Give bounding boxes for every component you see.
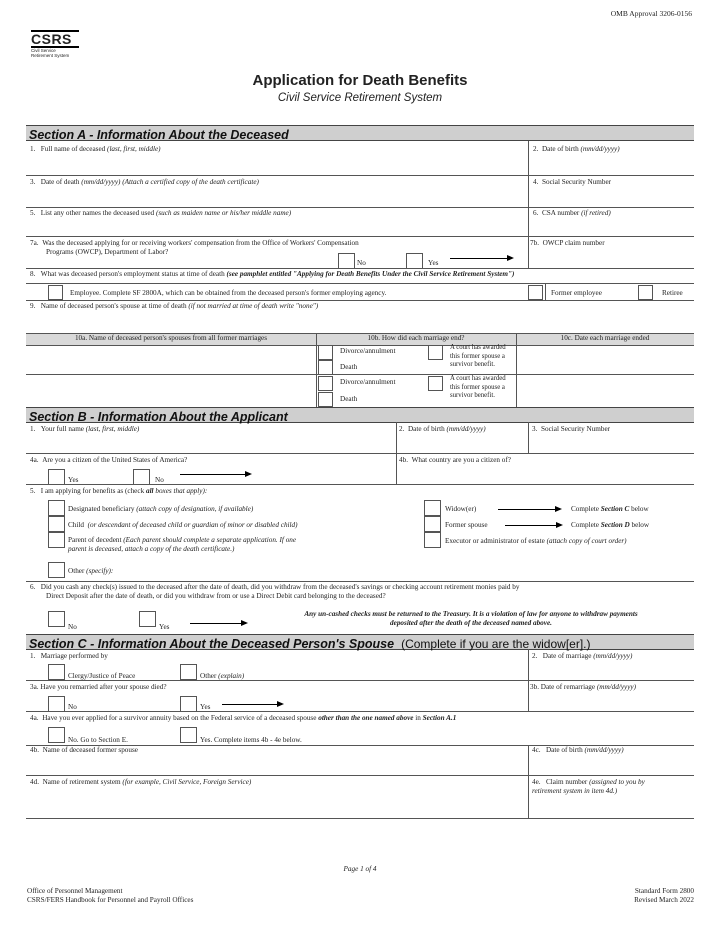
section-c-title: Section C - Information About the Deceased Person's Spouse xyxy=(29,637,395,651)
parent-label xyxy=(68,536,388,554)
a8-retiree-checkbox[interactable] xyxy=(638,285,653,300)
widow-action xyxy=(571,505,649,514)
b6-warning2: deposited after the death of the deceased named above. xyxy=(390,619,552,627)
m2-death-label: Death xyxy=(340,395,358,403)
court-line1: A court has awarded xyxy=(450,344,506,351)
b6-yes-label: Yes xyxy=(159,623,170,631)
c2-hint: (mm/dd/yyyy) xyxy=(593,652,633,660)
a8-retiree-label: Retiree xyxy=(662,289,683,297)
c3a-no-checkbox[interactable] xyxy=(48,696,65,712)
c2-label: Date of marriage xyxy=(542,652,592,660)
col-10b-header: 10b. How did each marriage end? xyxy=(367,334,465,342)
c4a-num: 4a. xyxy=(30,714,39,722)
c4b-label: Name of deceased former spouse xyxy=(42,746,138,754)
b1-num: 1. xyxy=(30,425,36,433)
a2-field[interactable] xyxy=(533,145,620,154)
b5-num: 5. xyxy=(30,487,36,495)
b4a-yes-checkbox[interactable] xyxy=(48,469,65,485)
section-b-title: Section B - Information About the Applicant xyxy=(29,410,288,424)
form-title: Application for Death Benefits xyxy=(252,72,468,89)
b6-yes-checkbox[interactable] xyxy=(139,611,156,627)
m1-court-label xyxy=(450,344,506,370)
a4-field[interactable] xyxy=(533,178,611,187)
other-marriage-hint: (explain) xyxy=(218,672,245,680)
footer-org1: Office of Personnel Management xyxy=(27,887,123,895)
b4b-field[interactable] xyxy=(399,456,511,465)
b4a-label: Are you a citizen of the United States of America? xyxy=(42,456,188,464)
c3a-field xyxy=(30,683,167,692)
a6-label: CSA number xyxy=(541,209,580,217)
parent-hint2: parent is deceased, attach a copy of the death certificate.) xyxy=(68,545,235,553)
page-number: Page 1 of 4 xyxy=(343,865,377,873)
c4d-num: 4d. xyxy=(30,778,39,786)
a7b-num: 7b. xyxy=(530,239,539,247)
a8-field xyxy=(30,270,694,279)
omb-approval: OMB Approval 3206-0156 xyxy=(610,9,692,18)
arrow-icon xyxy=(450,258,512,259)
executor-hint: (attach copy of court order) xyxy=(546,537,627,545)
a7b-label: OWCP claim number xyxy=(542,239,605,247)
footer-form2: Revised March 2022 xyxy=(634,896,694,904)
clergy-checkbox[interactable] xyxy=(48,664,65,680)
c4e-hint2: retirement system in item 4d.) xyxy=(532,787,618,795)
c4e-field[interactable] xyxy=(532,778,692,796)
other-checkbox[interactable] xyxy=(48,562,65,578)
c3b-hint: (mm/dd/yyyy) xyxy=(596,683,636,691)
child-text: Child xyxy=(68,521,84,529)
m2-court-checkbox[interactable] xyxy=(428,376,443,391)
c4c-hint: (mm/dd/yyyy) xyxy=(584,746,624,754)
b2-field[interactable] xyxy=(399,425,486,434)
c4d-field[interactable] xyxy=(30,778,251,787)
b6-warning xyxy=(250,610,692,628)
a5-hint: (such as maiden name or his/her middle name) xyxy=(155,209,292,217)
c4b-field[interactable] xyxy=(30,746,138,755)
a6-field[interactable] xyxy=(533,209,611,218)
a7a-no-checkbox[interactable] xyxy=(338,253,355,269)
a2-hint: (mm/dd/yyyy) xyxy=(580,145,620,153)
c3b-num: 3b. xyxy=(530,683,539,691)
other-marriage-checkbox[interactable] xyxy=(180,664,197,680)
b5-label2: boxes that apply): xyxy=(153,487,208,495)
designated-checkbox[interactable] xyxy=(48,500,65,516)
b2-num: 2. xyxy=(399,425,405,433)
a8-label: What was deceased person's employment status at time of death xyxy=(40,270,225,278)
a9-label: Name of deceased person's spouse at time of death xyxy=(40,302,187,310)
child-hint: (or descendant of deceased child or guardian of minor or disabled child) xyxy=(87,521,298,529)
m1-divorce-label: Divorce/annulment xyxy=(340,347,396,355)
b1-label: Your full name xyxy=(40,425,84,433)
a1-hint: (last, first, middle) xyxy=(107,145,161,153)
court-line3: survivor benefit. xyxy=(450,361,495,368)
c3b-label: Date of remarriage xyxy=(540,683,596,691)
b2-hint: (mm/dd/yyyy) xyxy=(446,425,486,433)
b5-all: all xyxy=(145,487,154,495)
a2-num: 2. xyxy=(533,145,539,153)
col-10c-header: 10c. Date each marriage ended xyxy=(560,334,650,342)
arrow-icon xyxy=(222,704,282,705)
c3a-yes-label: Yes xyxy=(200,703,211,711)
parent-checkbox[interactable] xyxy=(48,532,65,548)
logo-sub1: Civil Service xyxy=(31,48,56,53)
parent-hint1: (Each parent should complete a separate application. If one xyxy=(123,536,297,544)
c4a-yes-label: Yes. Complete items 4b - 4e below. xyxy=(200,736,302,744)
c4a-section: Section A.1 xyxy=(422,714,457,722)
c3a-yes-checkbox[interactable] xyxy=(180,696,197,712)
a7a-no-label: No xyxy=(357,259,366,267)
other-hint: (specify): xyxy=(86,567,114,575)
a5-label: List any other names the deceased used xyxy=(40,209,155,217)
a7a-num: 7a. xyxy=(30,239,39,247)
arrow-icon xyxy=(190,623,246,624)
a8-num: 8. xyxy=(30,270,36,278)
a8-former-checkbox[interactable] xyxy=(528,285,543,300)
b4b-num: 4b. xyxy=(399,456,408,464)
other-text: Other xyxy=(68,567,85,575)
other-marriage-text: Other xyxy=(200,672,217,680)
b2-label: Date of birth xyxy=(407,425,445,433)
clergy-label: Clergy/Justice of Peace xyxy=(68,672,136,680)
a6-hint: (if retired) xyxy=(581,209,611,217)
widow-below: below xyxy=(629,505,649,513)
child-checkbox[interactable] xyxy=(48,516,65,532)
widow-label: Widow(er) xyxy=(445,505,477,513)
executor-text: Executor or administrator of estate xyxy=(445,537,545,545)
b6-warning1: Any un-cashed checks must be returned to the Treasury. It is a violation of law for anyone to withdraw payments xyxy=(304,610,638,618)
widow-action-text: Complete xyxy=(571,505,601,513)
a6-num: 6. xyxy=(533,209,539,217)
former-spouse-checkbox[interactable] xyxy=(424,516,441,532)
former-below: below xyxy=(629,521,650,529)
a1-field[interactable] xyxy=(30,145,161,154)
m2-court-label xyxy=(450,375,506,401)
a7a-label1: Was the deceased applying for or receiving workers' compensation from the Office of Workers' Compensation xyxy=(42,239,359,247)
child-label xyxy=(68,521,298,530)
a3-field[interactable] xyxy=(30,178,259,187)
b4a-no-checkbox[interactable] xyxy=(133,469,150,485)
c4c-label: Date of birth xyxy=(545,746,583,754)
b3-num: 3. xyxy=(532,425,538,433)
a8-hint: (see pamphlet entitled "Applying for Death Benefits Under the Civil Service Retirement System") xyxy=(226,270,515,278)
c3b-field[interactable] xyxy=(530,683,636,692)
csrs-logo xyxy=(31,30,79,60)
c2-num: 2. xyxy=(532,652,538,660)
c4a-no-checkbox[interactable] xyxy=(48,727,65,743)
court-line2: this former spouse a xyxy=(450,383,505,391)
a8-employee-label: Employee. Complete SF 2800A, which can be obtained from the deceased person's former employing agency. xyxy=(70,289,387,297)
b4b-label: What country are you a citizen of? xyxy=(411,456,511,464)
c1-field xyxy=(30,652,108,661)
m2-divorce-checkbox[interactable] xyxy=(318,376,333,391)
a8-employee-checkbox[interactable] xyxy=(48,285,63,300)
b6-no-checkbox[interactable] xyxy=(48,611,65,627)
c4a-bold: other than the one named above xyxy=(318,714,414,722)
section-c-header xyxy=(26,634,694,650)
c4c-field[interactable] xyxy=(532,746,624,755)
arrow-icon xyxy=(498,509,560,510)
c4a-yes-checkbox[interactable] xyxy=(180,727,197,743)
b4a-field xyxy=(30,456,187,465)
designated-text: Designated beneficiary xyxy=(68,505,135,513)
a7a-field xyxy=(30,239,520,257)
c4d-label: Name of retirement system xyxy=(42,778,121,786)
a9-hint: (if not married at time of death write "none") xyxy=(188,302,319,310)
b3-label: Social Security Number xyxy=(540,425,611,433)
section-c-note: (Complete if you are the widow[er].) xyxy=(401,637,591,651)
section-a-header xyxy=(26,125,694,141)
section-a-title: Section A - Information About the Deceased xyxy=(29,128,289,142)
b6-field xyxy=(30,583,694,601)
b4a-num: 4a. xyxy=(30,456,39,464)
footer-form xyxy=(634,887,694,905)
section-b-header xyxy=(26,407,694,423)
a5-num: 5. xyxy=(30,209,36,217)
a3-label: Date of death xyxy=(40,178,80,186)
a1-label: Full name of deceased xyxy=(40,145,106,153)
executor-label xyxy=(445,537,627,546)
c3a-no-label: No xyxy=(68,703,77,711)
m2-divorce-label: Divorce/annulment xyxy=(340,378,396,386)
a8-former-label: Former employee xyxy=(551,289,602,297)
a2-label: Date of birth xyxy=(541,145,579,153)
c4d-hint: (for example, Civil Service, Foreign Service) xyxy=(122,778,252,786)
other-label xyxy=(68,567,113,576)
c4a-label: Have you ever applied for a survivor annuity based on the Federal service of a deceased spouse xyxy=(42,714,319,722)
former-action-text: Complete xyxy=(571,521,601,529)
former-section: Section D xyxy=(600,521,630,529)
m1-court-checkbox[interactable] xyxy=(428,345,443,360)
b5-field xyxy=(30,487,207,496)
a3-num: 3. xyxy=(30,178,36,186)
m2-death-checkbox[interactable] xyxy=(318,392,333,407)
a7a-label2: Programs (OWCP), Department of Labor? xyxy=(46,248,169,256)
a9-num: 9. xyxy=(30,302,36,310)
c4e-num: 4e. xyxy=(532,778,541,786)
c4a-no-label: No. Go to Section E. xyxy=(68,736,128,744)
b6-no-label: No xyxy=(68,623,77,631)
other-marriage-label xyxy=(200,672,244,681)
a4-num: 4. xyxy=(533,178,539,186)
c3a-num: 3a. xyxy=(30,683,39,691)
executor-checkbox[interactable] xyxy=(424,532,441,548)
court-line1: A court has awarded xyxy=(450,375,506,382)
court-line2: this former spouse a xyxy=(450,352,505,360)
b1-hint: (last, first, middle) xyxy=(85,425,140,433)
parent-text: Parent of decedent xyxy=(68,536,122,544)
a9-field[interactable] xyxy=(30,302,318,311)
c1-num: 1. xyxy=(30,652,36,660)
a7a-yes-checkbox[interactable] xyxy=(406,253,423,269)
a3-hint: (mm/dd/yyyy) (Attach a certified copy of the death certificate) xyxy=(81,178,259,186)
widow-checkbox[interactable] xyxy=(424,500,441,516)
c4a-field xyxy=(30,714,456,723)
a4-label: Social Security Number xyxy=(541,178,612,186)
a1-num: 1. xyxy=(30,145,36,153)
c1-label: Marriage performed by xyxy=(40,652,108,660)
a7b-field[interactable] xyxy=(530,239,605,248)
form-subtitle: Civil Service Retirement System xyxy=(277,92,443,104)
designated-label xyxy=(68,505,253,514)
b3-field[interactable] xyxy=(532,425,610,434)
col-10a-header: 10a. Name of deceased person's spouses from all former marriages xyxy=(74,334,268,342)
footer-org xyxy=(27,887,193,905)
m1-death-label: Death xyxy=(340,363,358,371)
b1-field[interactable] xyxy=(30,425,139,434)
a5-field[interactable] xyxy=(30,209,291,218)
c3a-label: Have you remarried after your spouse died? xyxy=(40,683,167,691)
b6-num: 6. xyxy=(30,583,36,591)
b6-label1: Did you cash any check(s) issued to the deceased after the date of death, did you withdraw from the deceased's savings or checking account retirement monies paid by xyxy=(40,583,520,591)
logo-sub2: Retirement System xyxy=(31,53,70,58)
c4b-num: 4b. xyxy=(30,746,39,754)
former-spouse-label: Former spouse xyxy=(445,521,488,529)
b4a-yes-label: Yes xyxy=(68,476,79,484)
arrow-icon xyxy=(180,474,250,475)
m1-death-checkbox[interactable] xyxy=(318,360,333,375)
b6-label2: Direct Deposit after the date of death, or did you withdraw from or use a Direct Debit card belonging to the deceased? xyxy=(46,592,386,600)
c2-field[interactable] xyxy=(532,652,632,661)
former-action xyxy=(571,521,649,530)
b4a-no-label: No xyxy=(155,476,164,484)
footer-form1: Standard Form 2800 xyxy=(634,887,694,895)
c4e-hint1: (assigned to you by xyxy=(589,778,645,786)
a7a-yes-label: Yes xyxy=(428,259,439,267)
c4c-num: 4c. xyxy=(532,746,541,754)
c4e-label: Claim number xyxy=(545,778,588,786)
widow-section: Section C xyxy=(600,505,630,513)
c4a-in: in xyxy=(413,714,423,722)
logo-text: CSRS xyxy=(31,30,79,48)
footer-org2: CSRS/FERS Handbook for Personnel and Payroll Offices xyxy=(27,896,194,904)
arrow-icon xyxy=(505,525,561,526)
b5-label: I am applying for benefits as (check xyxy=(40,487,146,495)
court-line3: survivor benefit. xyxy=(450,392,495,399)
designated-hint: (attach copy of designation, if available) xyxy=(136,505,254,513)
m1-divorce-checkbox[interactable] xyxy=(318,345,333,360)
